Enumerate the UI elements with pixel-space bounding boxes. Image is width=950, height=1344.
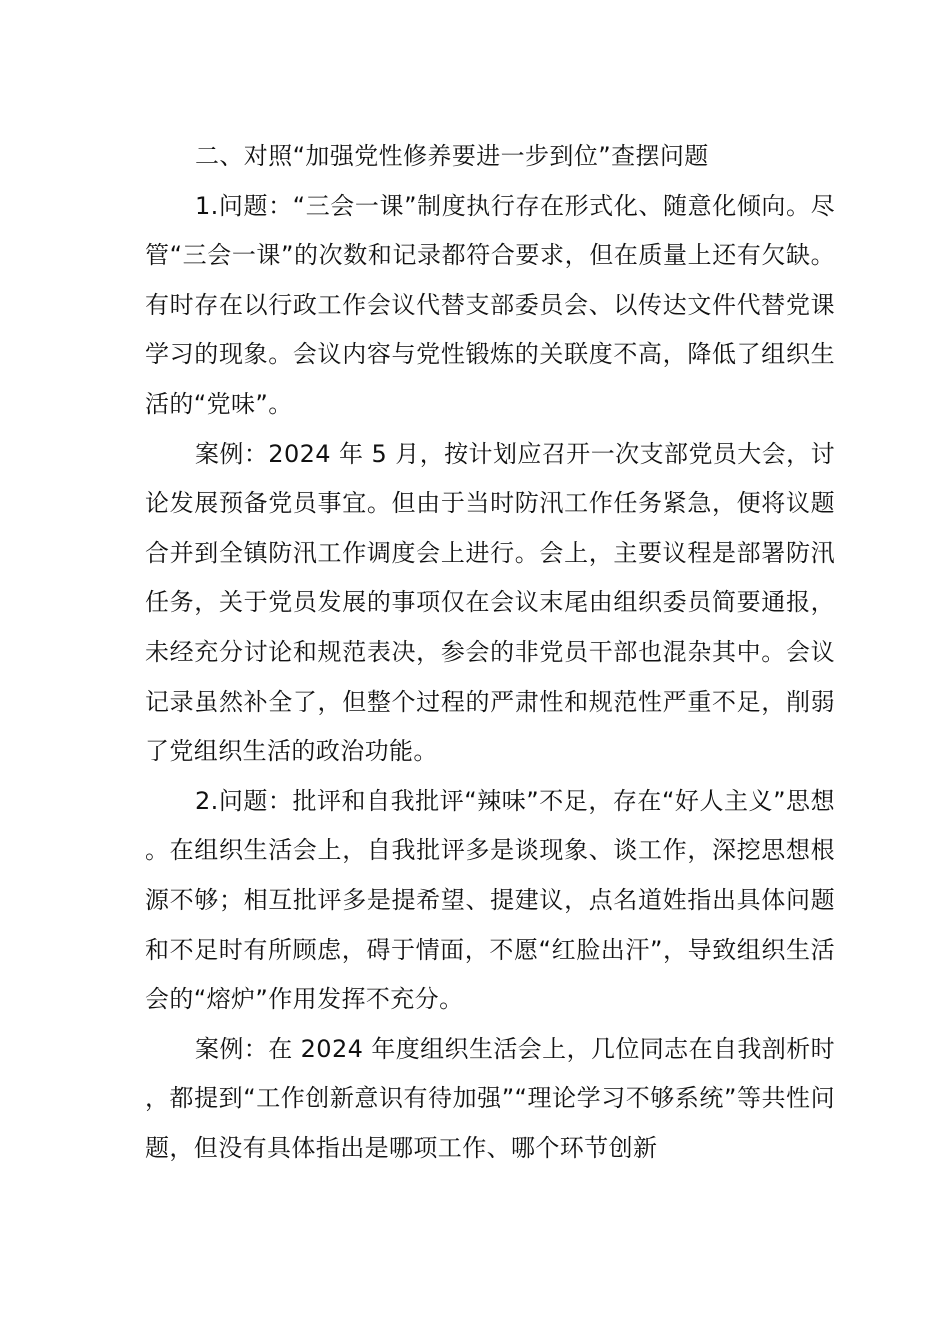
paragraph-case-1: 案例：2024 年 5 月，按计划应召开一次支部党员大会，讨论发展预备党员事宜。但由于当时防汛工作任务紧急，便将议题合并到全镇防汛工作调度会上进行。会上，主要议程是部署防汛任务，关于党员发展的事项仅在会议末尾由组织委员简要通报，未经充分讨论和规范表决，参会的非党员干部也混杂其中。会议记录虽然补全了，但整个过程的严肃性和规范性严重不足，削弱了党组织生活的政治功能。 bbox=[145, 439, 835, 766]
paragraph-problem-2: 2.问题：批评和自我批评“辣味”不足，存在“好人主义”思想。在组织生活会上，自我批评多是谈现象、谈工作，深挖思想根源不够；相互批评多是提希望、提建议，点名道姓指出具体问题和不足时有所顾虑，碍于情面，不愿“红脸出汗”，导致组织生活会的“熔炉”作用发挥不充分。 bbox=[145, 786, 835, 1014]
paragraph-case-2: 案例：在 2024 年度组织生活会上，几位同志在自我剖析时，都提到“工作创新意识有待加强”“理论学习不够系统”等共性问题，但没有具体指出是哪项工作、哪个环节创新 bbox=[145, 1034, 835, 1162]
section-heading: 二、对照“加强党性修养要进一步到位”查摆问题 bbox=[195, 142, 709, 170]
document-body bbox=[145, 132, 835, 1173]
paragraph-problem-1: 1.问题：“三会一课”制度执行存在形式化、随意化倾向。尽管“三会一课”的次数和记录都符合要求，但在质量上还有欠缺。有时存在以行政工作会议代替支部委员会、以传达文件代替党课学习的现象。会议内容与党性锻炼的关联度不高，降低了组织生活的“党味”。 bbox=[145, 191, 835, 418]
